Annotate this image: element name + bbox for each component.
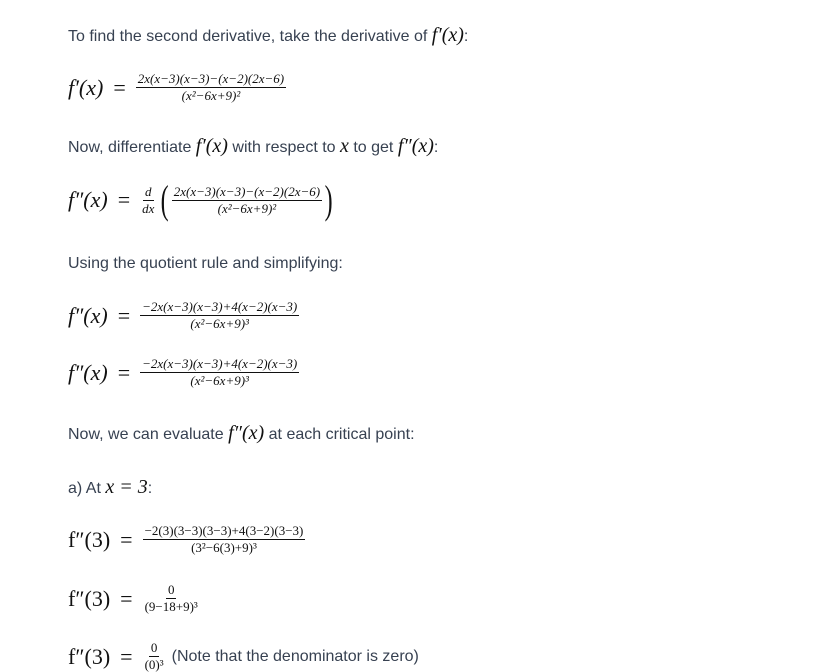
step2-suffix: : — [433, 139, 439, 156]
step4-text-b: at each critical point: — [268, 426, 415, 443]
point-a-label: a) At — [68, 480, 101, 497]
fraction-numerator: 2x(x−3)(x−3)−(x−2)(2x−6) — [173, 183, 321, 199]
step4-text-a: Now, we can evaluate — [68, 426, 224, 443]
fraction-numerator: 2x(x−3)(x−3)−(x−2)(2x−6) — [137, 71, 285, 86]
fraction — [143, 583, 200, 614]
fraction-numerator: −2x(x−3)(x−3)+4(x−2)(x−3) — [142, 356, 298, 371]
step-evaluate-paragraph — [68, 421, 415, 447]
equals-sign: = — [113, 74, 126, 100]
point-a-suffix: : — [147, 480, 153, 497]
derivative-operator-numerator: d — [145, 183, 152, 199]
equation-second-derivative-setup — [68, 177, 335, 222]
equals-sign: = — [120, 643, 133, 669]
fraction — [140, 300, 299, 331]
intro-math: f′(x) — [431, 24, 464, 46]
equation-evaluate-at-3-step3 — [68, 641, 419, 672]
fraction — [143, 641, 166, 672]
equation-lhs: f″(3) — [68, 585, 111, 611]
critical-point-a-heading — [68, 475, 152, 501]
fraction-numerator: 0 — [150, 640, 158, 655]
derivative-operator — [140, 185, 156, 216]
step3-text: Using the quotient rule and simplifying: — [68, 255, 343, 272]
fraction — [136, 72, 286, 103]
step2-text-b: with respect to — [232, 139, 336, 156]
intro-text: To find the second derivative, take the derivative of — [68, 28, 428, 45]
equation-simplified-1 — [68, 300, 299, 331]
fraction-numerator: 0 — [167, 582, 175, 597]
equation-lhs: f″(x) — [68, 187, 108, 212]
fraction-numerator: −2x(x−3)(x−3)+4(x−2)(x−3) — [142, 299, 298, 314]
denominator-zero-note: (Note that the denominator is zero) — [171, 647, 419, 665]
equation-evaluate-at-3 — [68, 524, 305, 555]
equals-sign: = — [117, 302, 131, 328]
step4-math-a: f″(x) — [228, 422, 265, 444]
equals-sign: = — [117, 187, 131, 212]
fraction-denominator: (3²−6(3)+9)³ — [191, 540, 257, 555]
fraction-denominator: (x²−6x+9)³ — [190, 316, 249, 331]
step2-text-a: Now, differentiate — [68, 139, 192, 156]
fraction-denominator: (x²−6x+9)³ — [190, 373, 249, 388]
equation-evaluate-at-3-step2 — [68, 583, 200, 614]
paren-open: ( — [161, 177, 170, 222]
intro-paragraph — [68, 23, 468, 49]
equation-lhs: f′(x) — [68, 74, 104, 100]
equation-lhs: f″(x) — [68, 359, 108, 385]
fraction — [172, 185, 322, 216]
paren-close: ) — [324, 177, 333, 222]
equals-sign: = — [120, 526, 133, 552]
step2-math-c: f″(x) — [397, 135, 434, 157]
fraction-denominator: (0)³ — [144, 657, 164, 672]
equation-lhs: f″(3) — [68, 643, 111, 669]
fraction — [140, 357, 299, 388]
equals-sign: = — [120, 585, 133, 611]
equation-first-derivative — [68, 72, 286, 103]
point-a-math: x = 3 — [105, 476, 148, 498]
fraction-numerator: −2(3)(3−3)(3−3)+4(3−2)(3−3) — [144, 523, 304, 538]
fraction-denominator: (x²−6x+9)² — [217, 200, 277, 216]
equation-simplified-2 — [68, 357, 299, 388]
fraction — [143, 524, 306, 555]
derivative-operator-denominator: dx — [142, 200, 155, 216]
fraction-denominator: (x²−6x+9)² — [181, 88, 241, 103]
step-differentiate-paragraph — [68, 134, 438, 160]
step2-math-a: f′(x) — [195, 135, 228, 157]
step-quotient-rule-paragraph — [68, 252, 343, 276]
equation-lhs: f″(3) — [68, 526, 111, 552]
fraction-denominator: (9−18+9)³ — [144, 599, 198, 614]
equation-lhs: f″(x) — [68, 302, 108, 328]
intro-suffix: : — [463, 28, 469, 45]
step2-math-b: x — [340, 135, 349, 157]
equals-sign: = — [117, 359, 131, 385]
step2-text-c: to get — [353, 139, 394, 156]
